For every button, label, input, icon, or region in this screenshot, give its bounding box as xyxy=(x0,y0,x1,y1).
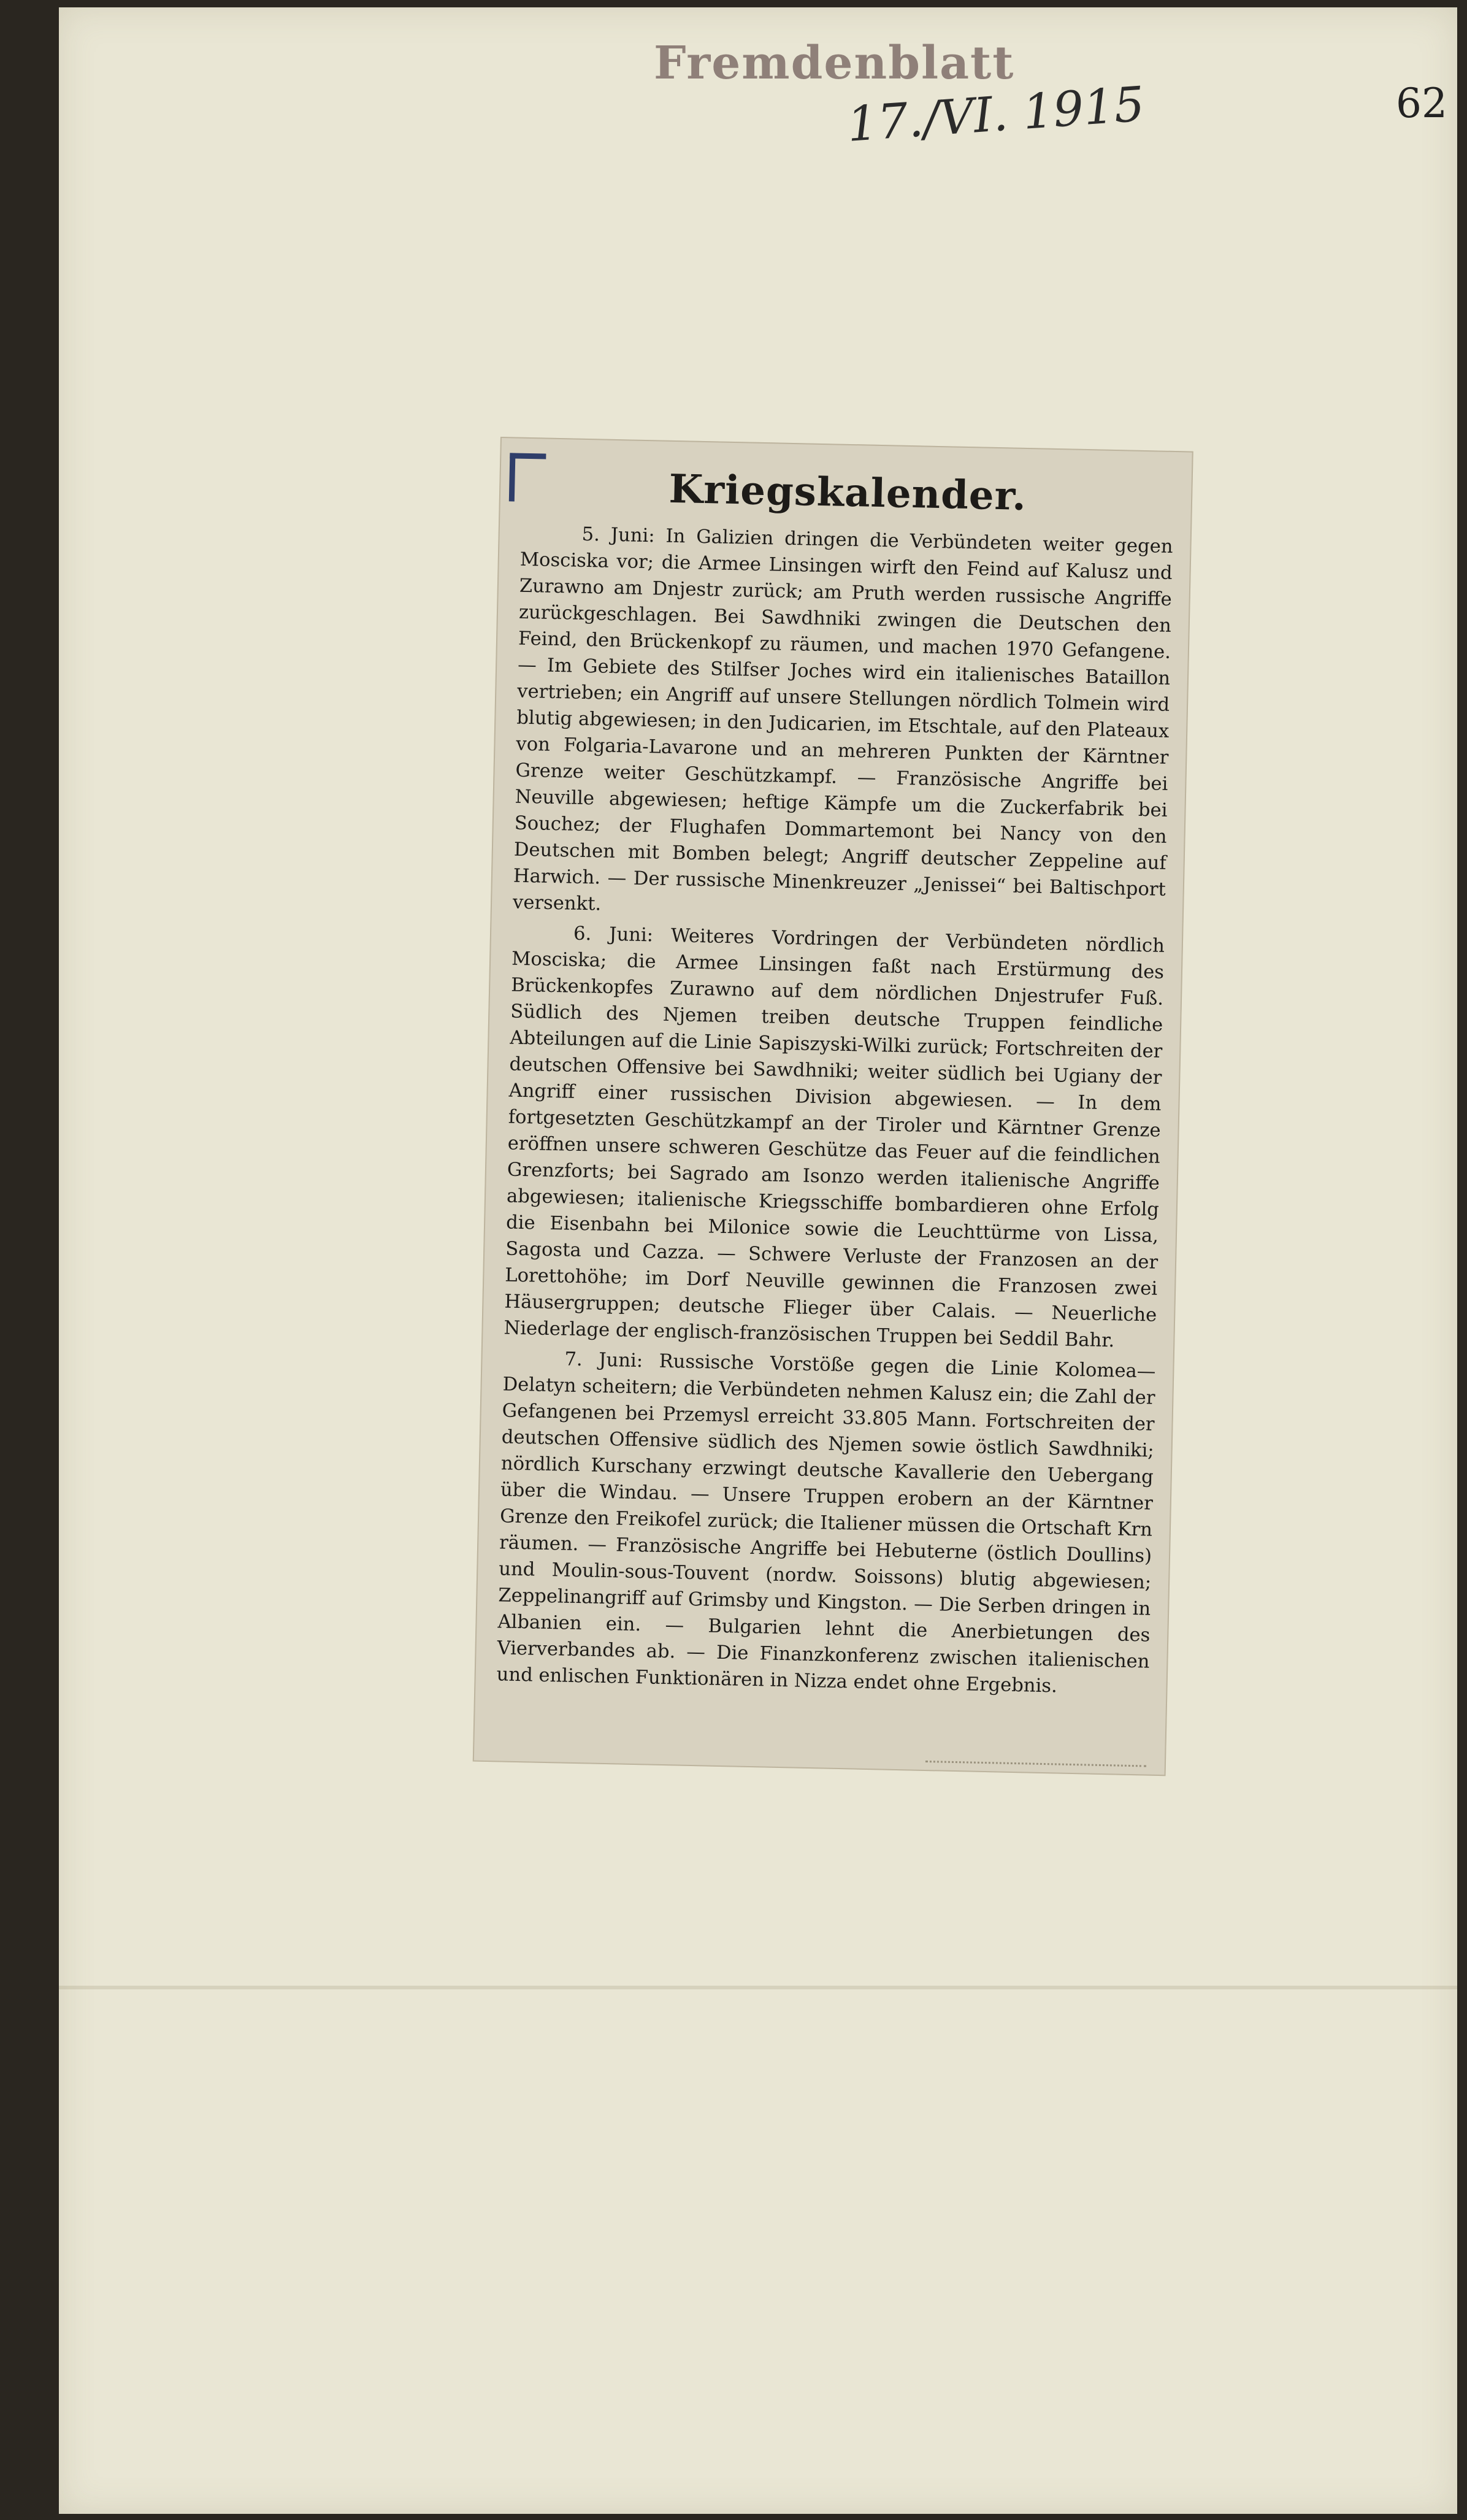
article-paragraph-june-5: 5. Juni: In Galizien dringen die Verbündeten weiter gegen Mosciska vor; die Armee Linsingen wirft den Feind auf Kalusz und Zurawno am Dnjestr zurück; am Pruth werden russische Angriffe zurückgeschlagen. Bei Sawdhniki zwingen die Deutschen den Feind, den Brückenkopf zu räumen, und machen 1970 Gefangene. — Im Gebiete des Stilfser Joches wird ein italienisches Bataillon vertrieben; ein Angriff auf unsere Stellungen nördlich Tolmein wird blutig abgewiesen; in den Judicarien, im Etschtale, auf den Plateaux von Folgaria-Lavarone und an mehreren Punkten der Kärntner Grenze weiter Geschützkampf. — Französische Angriffe bei Neuville abgewiesen; heftige Kämpfe um die Zuckerfabrik bei Souchez; der Flughafen Dommartemont bei Nancy von den Deutschen mit Bomben belegt; Angriff deutscher Zeppeline auf Harwich. — Der russische Minenkreuzer „Jenissei“ bei Baltischport versenkt. xyxy=(512,523,1173,915)
article-paragraph-june-6: 6. Juni: Weiteres Vordringen der Verbündeten nördlich Mosciska; die Armee Linsingen faßt nach Erstürmung des Brückenkopfes Zurawno auf dem nördlichen Dnjestrufer Fuß. Südlich des Njemen treiben deutsche Truppen feindliche Abteilungen auf die Linie Sapiszyski-Wilki zurück; Fortschreiten der deutschen Offensive bei Sawdhniki; weiter südlich bei Ugiany der Angriff einer russischen Division abgewiesen. — In dem fortgesetzten Geschützkampf an der Tiroler und Kärntner Grenze eröffnen unsere schweren Geschütze das Feuer auf die feindlichen Grenzforts; bei Sagrado am Isonzo werden italienische Angriffe abgewiesen; italienische Kriegsschiffe bombardieren ohne Erfolg die Eisenbahn bei Milonice sowie die Leuchttürme von Lissa, Sagosta und Cazza. — Schwere Verluste der Franzosen an der Lorettohöhe; im Dorf Neuville gewinnen die Franzosen zwei Häusergruppen; deutsche Flieger über Calais. — Neuerliche Niederlage der englisch-französischen Truppen bei Seddil Bahr. xyxy=(504,923,1165,1352)
page-number: 62 xyxy=(1396,80,1447,127)
article-title: Kriegskalender. xyxy=(668,466,1027,520)
article-paragraph-june-7: 7. Juni: Russische Vorstöße gegen die Linie Kolomea—Delatyn scheitern; die Verbündeten nehmen Kalusz ein; die Zahl der Gefangenen bei Przemysl erreicht 33.805 Mann. Fortschreiten der deutschen Offensive südlich des Njemen sowie östlich Sawdhniki; nördlich Kurschany erzwingt deutsche Kavallerie den Uebergang über die Windau. — Unsere Truppen erobern an der Kärntner Grenze den Freikofel zurück; die Italiener müssen die Ortschaft Krn räumen. — Französische Angriffe bei Hebuterne (östlich Doullins) und Moulin-sous-Touvent (nordw. Soissons) blutig abgewiesen; Zeppelinangriff auf Grimsby und Kingston. — Die Serben dringen in Albanien ein. — Bulgarien lehnt die Anerbietungen des Vierverbandes ab. — Die Finanzkonferenz zwischen italienischen und enlischen Funktionären in Nizza endet ohne Ergebnis. xyxy=(496,1348,1156,1697)
blue-pencil-mark xyxy=(509,453,546,502)
newspaper-clipping xyxy=(473,437,1193,1776)
handwritten-date: 17./VI. 1915 xyxy=(845,77,1147,153)
fold-line xyxy=(59,1986,1457,1989)
newspaper-stamp: Fremdenblatt xyxy=(654,37,1015,90)
archive-sheet xyxy=(59,7,1457,2514)
torn-edge xyxy=(925,1761,1146,1767)
